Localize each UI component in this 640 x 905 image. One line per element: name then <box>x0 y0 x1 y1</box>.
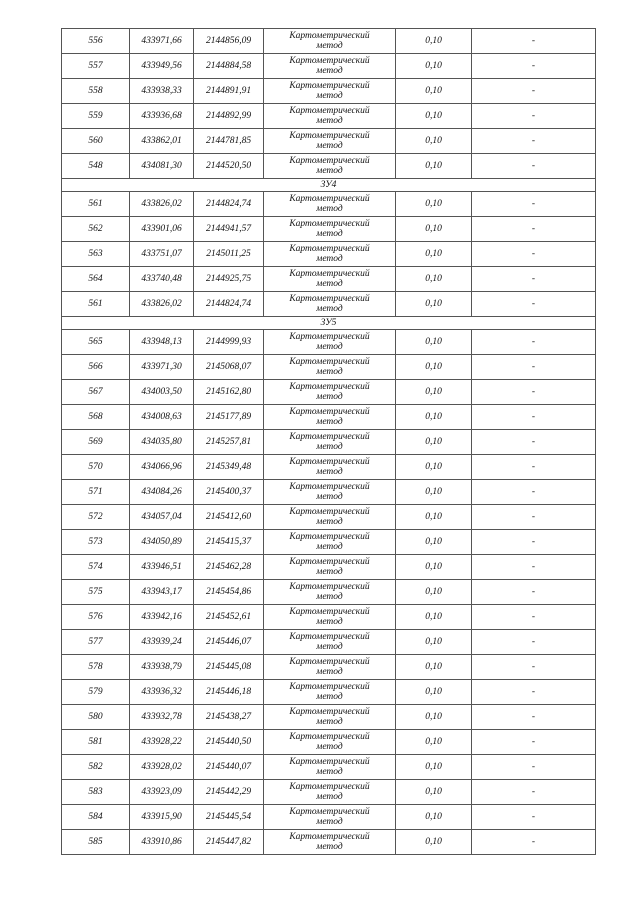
accuracy-cell: 0,10 <box>396 830 472 855</box>
note-cell: - <box>472 154 596 179</box>
y-coordinate-cell: 2145442,29 <box>194 780 264 805</box>
table-row <box>62 29 596 54</box>
method-line-1: Картометрический <box>289 632 370 642</box>
note-cell: - <box>472 805 596 830</box>
note-cell: - <box>472 680 596 705</box>
method-line-2: метод <box>316 617 343 627</box>
point-number-cell: 560 <box>62 129 130 154</box>
accuracy-cell: 0,10 <box>396 405 472 430</box>
method-line-1: Картометрический <box>289 807 370 817</box>
coordinates-table <box>61 28 596 855</box>
method-line-2: метод <box>316 667 343 677</box>
point-number-cell: 583 <box>62 780 130 805</box>
note-cell: - <box>472 267 596 292</box>
note-cell: - <box>472 630 596 655</box>
x-coordinate-cell: 433910,86 <box>130 830 194 855</box>
note-cell: - <box>472 104 596 129</box>
table-row <box>62 780 596 805</box>
y-coordinate-cell: 2144520,50 <box>194 154 264 179</box>
x-coordinate-cell: 433971,30 <box>130 355 194 380</box>
table-row <box>62 242 596 267</box>
table-row <box>62 455 596 480</box>
table-row <box>62 530 596 555</box>
y-coordinate-cell: 2144891,91 <box>194 79 264 104</box>
note-cell: - <box>472 605 596 630</box>
y-coordinate-cell: 2145068,07 <box>194 355 264 380</box>
accuracy-cell: 0,10 <box>396 54 472 79</box>
point-number-cell: 548 <box>62 154 130 179</box>
x-coordinate-cell: 433928,22 <box>130 730 194 755</box>
y-coordinate-cell: 2145349,48 <box>194 455 264 480</box>
y-coordinate-cell: 2144824,74 <box>194 292 264 317</box>
method-line-1: Картометрический <box>289 294 370 304</box>
method-line-2: метод <box>316 492 343 502</box>
method-line-2: метод <box>316 91 343 101</box>
point-number-cell: 559 <box>62 104 130 129</box>
method-line-1: Картометрический <box>289 582 370 592</box>
note-cell: - <box>472 405 596 430</box>
method-cell <box>264 480 396 505</box>
method-line-2: метод <box>316 442 343 452</box>
x-coordinate-cell: 434003,50 <box>130 380 194 405</box>
method-line-2: метод <box>316 204 343 214</box>
y-coordinate-cell: 2144884,58 <box>194 54 264 79</box>
method-cell <box>264 54 396 79</box>
point-number-cell: 581 <box>62 730 130 755</box>
table-row <box>62 430 596 455</box>
point-number-cell: 569 <box>62 430 130 455</box>
method-cell <box>264 104 396 129</box>
method-line-1: Картометрический <box>289 532 370 542</box>
method-line-1: Картометрический <box>289 194 370 204</box>
method-cell <box>264 242 396 267</box>
point-number-cell: 565 <box>62 330 130 355</box>
table-row <box>62 655 596 680</box>
method-line-1: Картометрический <box>289 81 370 91</box>
x-coordinate-cell: 434084,26 <box>130 480 194 505</box>
method-line-2: метод <box>316 717 343 727</box>
method-cell <box>264 780 396 805</box>
y-coordinate-cell: 2145440,07 <box>194 755 264 780</box>
accuracy-cell: 0,10 <box>396 380 472 405</box>
method-line-2: метод <box>316 742 343 752</box>
method-line-1: Картометрический <box>289 457 370 467</box>
table-row <box>62 355 596 380</box>
method-cell <box>264 830 396 855</box>
method-line-1: Картометрический <box>289 732 370 742</box>
y-coordinate-cell: 2145445,54 <box>194 805 264 830</box>
point-number-cell: 561 <box>62 192 130 217</box>
accuracy-cell: 0,10 <box>396 580 472 605</box>
method-line-1: Картометрический <box>289 782 370 792</box>
x-coordinate-cell: 433936,32 <box>130 680 194 705</box>
note-cell: - <box>472 730 596 755</box>
method-line-1: Картометрический <box>289 682 370 692</box>
accuracy-cell: 0,10 <box>396 455 472 480</box>
point-number-cell: 566 <box>62 355 130 380</box>
point-number-cell: 580 <box>62 705 130 730</box>
table-row <box>62 755 596 780</box>
y-coordinate-cell: 2144925,75 <box>194 267 264 292</box>
method-line-2: метод <box>316 41 343 51</box>
point-number-cell: 572 <box>62 505 130 530</box>
method-line-2: метод <box>316 792 343 802</box>
section-header-row <box>62 317 596 330</box>
method-line-2: метод <box>316 304 343 314</box>
method-cell <box>264 79 396 104</box>
method-line-2: метод <box>316 141 343 151</box>
y-coordinate-cell: 2144781,85 <box>194 129 264 154</box>
table-row <box>62 580 596 605</box>
method-cell <box>264 680 396 705</box>
table-row <box>62 79 596 104</box>
point-number-cell: 584 <box>62 805 130 830</box>
method-line-2: метод <box>316 767 343 777</box>
method-cell <box>264 192 396 217</box>
table-row <box>62 192 596 217</box>
y-coordinate-cell: 2145011,25 <box>194 242 264 267</box>
method-cell <box>264 580 396 605</box>
point-number-cell: 573 <box>62 530 130 555</box>
note-cell: - <box>472 780 596 805</box>
method-cell <box>264 730 396 755</box>
method-cell <box>264 630 396 655</box>
y-coordinate-cell: 2145412,60 <box>194 505 264 530</box>
table-row <box>62 605 596 630</box>
table-row <box>62 705 596 730</box>
method-cell <box>264 217 396 242</box>
method-cell <box>264 292 396 317</box>
note-cell: - <box>472 755 596 780</box>
x-coordinate-cell: 434035,80 <box>130 430 194 455</box>
y-coordinate-cell: 2145462,28 <box>194 555 264 580</box>
method-line-2: метод <box>316 417 343 427</box>
accuracy-cell: 0,10 <box>396 505 472 530</box>
x-coordinate-cell: 433942,16 <box>130 605 194 630</box>
y-coordinate-cell: 2145438,27 <box>194 705 264 730</box>
method-line-1: Картометрический <box>289 607 370 617</box>
method-line-2: метод <box>316 166 343 176</box>
section-label: ЗУ4 <box>62 179 596 192</box>
method-line-1: Картометрический <box>289 707 370 717</box>
method-line-2: метод <box>316 254 343 264</box>
accuracy-cell: 0,10 <box>396 242 472 267</box>
note-cell: - <box>472 555 596 580</box>
accuracy-cell: 0,10 <box>396 129 472 154</box>
method-line-2: метод <box>316 392 343 402</box>
note-cell: - <box>472 192 596 217</box>
x-coordinate-cell: 433740,48 <box>130 267 194 292</box>
table-row <box>62 292 596 317</box>
point-number-cell: 585 <box>62 830 130 855</box>
method-cell <box>264 655 396 680</box>
y-coordinate-cell: 2145415,37 <box>194 530 264 555</box>
y-coordinate-cell: 2145446,18 <box>194 680 264 705</box>
y-coordinate-cell: 2145440,50 <box>194 730 264 755</box>
table-row <box>62 217 596 242</box>
method-cell <box>264 129 396 154</box>
x-coordinate-cell: 433915,90 <box>130 805 194 830</box>
accuracy-cell: 0,10 <box>396 217 472 242</box>
x-coordinate-cell: 433946,51 <box>130 555 194 580</box>
y-coordinate-cell: 2145162,80 <box>194 380 264 405</box>
method-line-1: Картометрический <box>289 56 370 66</box>
accuracy-cell: 0,10 <box>396 805 472 830</box>
note-cell: - <box>472 217 596 242</box>
method-cell <box>264 605 396 630</box>
accuracy-cell: 0,10 <box>396 430 472 455</box>
note-cell: - <box>472 580 596 605</box>
point-number-cell: 557 <box>62 54 130 79</box>
x-coordinate-cell: 433932,78 <box>130 705 194 730</box>
method-cell <box>264 267 396 292</box>
y-coordinate-cell: 2145446,07 <box>194 630 264 655</box>
x-coordinate-cell: 434081,30 <box>130 154 194 179</box>
method-line-1: Картометрический <box>289 507 370 517</box>
table-row <box>62 805 596 830</box>
method-line-1: Картометрический <box>289 382 370 392</box>
note-cell: - <box>472 355 596 380</box>
x-coordinate-cell: 433948,13 <box>130 330 194 355</box>
point-number-cell: 563 <box>62 242 130 267</box>
method-line-2: метод <box>316 279 343 289</box>
method-cell <box>264 705 396 730</box>
table-row <box>62 505 596 530</box>
accuracy-cell: 0,10 <box>396 530 472 555</box>
accuracy-cell: 0,10 <box>396 555 472 580</box>
method-line-2: метод <box>316 116 343 126</box>
x-coordinate-cell: 433949,56 <box>130 54 194 79</box>
method-line-2: метод <box>316 517 343 527</box>
accuracy-cell: 0,10 <box>396 192 472 217</box>
point-number-cell: 561 <box>62 292 130 317</box>
method-line-1: Картометрический <box>289 407 370 417</box>
point-number-cell: 574 <box>62 555 130 580</box>
table-row <box>62 830 596 855</box>
point-number-cell: 575 <box>62 580 130 605</box>
x-coordinate-cell: 433826,02 <box>130 192 194 217</box>
accuracy-cell: 0,10 <box>396 705 472 730</box>
method-line-2: метод <box>316 642 343 652</box>
y-coordinate-cell: 2145400,37 <box>194 480 264 505</box>
point-number-cell: 577 <box>62 630 130 655</box>
accuracy-cell: 0,10 <box>396 605 472 630</box>
table-row <box>62 555 596 580</box>
x-coordinate-cell: 433939,24 <box>130 630 194 655</box>
method-line-1: Картометрический <box>289 832 370 842</box>
method-cell <box>264 455 396 480</box>
method-line-2: метод <box>316 592 343 602</box>
x-coordinate-cell: 434050,89 <box>130 530 194 555</box>
method-line-1: Картометрический <box>289 332 370 342</box>
accuracy-cell: 0,10 <box>396 480 472 505</box>
point-number-cell: 579 <box>62 680 130 705</box>
method-line-1: Картометрический <box>289 219 370 229</box>
point-number-cell: 568 <box>62 405 130 430</box>
section-header-row <box>62 179 596 192</box>
method-cell <box>264 29 396 54</box>
note-cell: - <box>472 430 596 455</box>
point-number-cell: 576 <box>62 605 130 630</box>
method-line-1: Картометрический <box>289 269 370 279</box>
accuracy-cell: 0,10 <box>396 680 472 705</box>
x-coordinate-cell: 433826,02 <box>130 292 194 317</box>
point-number-cell: 556 <box>62 29 130 54</box>
method-cell <box>264 805 396 830</box>
accuracy-cell: 0,10 <box>396 330 472 355</box>
table-row <box>62 680 596 705</box>
note-cell: - <box>472 655 596 680</box>
note-cell: - <box>472 705 596 730</box>
x-coordinate-cell: 433862,01 <box>130 129 194 154</box>
y-coordinate-cell: 2145177,89 <box>194 405 264 430</box>
accuracy-cell: 0,10 <box>396 104 472 129</box>
accuracy-cell: 0,10 <box>396 292 472 317</box>
y-coordinate-cell: 2144824,74 <box>194 192 264 217</box>
method-line-2: метод <box>316 229 343 239</box>
y-coordinate-cell: 2145447,82 <box>194 830 264 855</box>
accuracy-cell: 0,10 <box>396 755 472 780</box>
point-number-cell: 564 <box>62 267 130 292</box>
table-row <box>62 405 596 430</box>
x-coordinate-cell: 433901,06 <box>130 217 194 242</box>
table-row <box>62 330 596 355</box>
accuracy-cell: 0,10 <box>396 79 472 104</box>
x-coordinate-cell: 434066,96 <box>130 455 194 480</box>
note-cell: - <box>472 292 596 317</box>
accuracy-cell: 0,10 <box>396 267 472 292</box>
note-cell: - <box>472 242 596 267</box>
accuracy-cell: 0,10 <box>396 730 472 755</box>
method-line-1: Картометрический <box>289 482 370 492</box>
method-line-1: Картометрический <box>289 244 370 254</box>
note-cell: - <box>472 79 596 104</box>
table-row <box>62 267 596 292</box>
method-cell <box>264 405 396 430</box>
table-row <box>62 54 596 79</box>
note-cell: - <box>472 29 596 54</box>
method-line-2: метод <box>316 342 343 352</box>
method-line-2: метод <box>316 367 343 377</box>
method-line-1: Картометрический <box>289 106 370 116</box>
y-coordinate-cell: 2145454,86 <box>194 580 264 605</box>
y-coordinate-cell: 2144999,93 <box>194 330 264 355</box>
section-label: ЗУ5 <box>62 317 596 330</box>
method-line-2: метод <box>316 842 343 852</box>
method-cell <box>264 355 396 380</box>
method-line-1: Картометрический <box>289 357 370 367</box>
point-number-cell: 578 <box>62 655 130 680</box>
table-row <box>62 630 596 655</box>
x-coordinate-cell: 433923,09 <box>130 780 194 805</box>
note-cell: - <box>472 54 596 79</box>
method-line-1: Картометрический <box>289 156 370 166</box>
x-coordinate-cell: 434057,04 <box>130 505 194 530</box>
accuracy-cell: 0,10 <box>396 154 472 179</box>
table-row <box>62 730 596 755</box>
x-coordinate-cell: 433938,33 <box>130 79 194 104</box>
table-row <box>62 104 596 129</box>
note-cell: - <box>472 505 596 530</box>
note-cell: - <box>472 330 596 355</box>
coordinates-table-body <box>62 29 596 855</box>
x-coordinate-cell: 433928,02 <box>130 755 194 780</box>
y-coordinate-cell: 2144856,09 <box>194 29 264 54</box>
y-coordinate-cell: 2144892,99 <box>194 104 264 129</box>
x-coordinate-cell: 433936,68 <box>130 104 194 129</box>
method-line-2: метод <box>316 567 343 577</box>
accuracy-cell: 0,10 <box>396 29 472 54</box>
table-row <box>62 129 596 154</box>
point-number-cell: 582 <box>62 755 130 780</box>
point-number-cell: 562 <box>62 217 130 242</box>
method-line-2: метод <box>316 66 343 76</box>
accuracy-cell: 0,10 <box>396 355 472 380</box>
method-cell <box>264 154 396 179</box>
x-coordinate-cell: 433943,17 <box>130 580 194 605</box>
method-cell <box>264 380 396 405</box>
method-line-2: метод <box>316 692 343 702</box>
accuracy-cell: 0,10 <box>396 630 472 655</box>
x-coordinate-cell: 433751,07 <box>130 242 194 267</box>
table-row <box>62 480 596 505</box>
method-cell <box>264 530 396 555</box>
accuracy-cell: 0,10 <box>396 780 472 805</box>
note-cell: - <box>472 455 596 480</box>
x-coordinate-cell: 433938,79 <box>130 655 194 680</box>
point-number-cell: 567 <box>62 380 130 405</box>
method-cell <box>264 755 396 780</box>
y-coordinate-cell: 2145452,61 <box>194 605 264 630</box>
note-cell: - <box>472 129 596 154</box>
note-cell: - <box>472 830 596 855</box>
method-line-1: Картометрический <box>289 31 370 41</box>
point-number-cell: 558 <box>62 79 130 104</box>
note-cell: - <box>472 380 596 405</box>
method-line-1: Картометрический <box>289 657 370 667</box>
point-number-cell: 571 <box>62 480 130 505</box>
table-row <box>62 380 596 405</box>
note-cell: - <box>472 480 596 505</box>
note-cell: - <box>472 530 596 555</box>
y-coordinate-cell: 2145257,81 <box>194 430 264 455</box>
method-cell <box>264 555 396 580</box>
table-row <box>62 154 596 179</box>
method-line-2: метод <box>316 467 343 477</box>
method-cell <box>264 330 396 355</box>
method-line-1: Картометрический <box>289 557 370 567</box>
point-number-cell: 570 <box>62 455 130 480</box>
y-coordinate-cell: 2144941,57 <box>194 217 264 242</box>
x-coordinate-cell: 433971,66 <box>130 29 194 54</box>
method-line-1: Картометрический <box>289 131 370 141</box>
method-cell <box>264 505 396 530</box>
method-cell <box>264 430 396 455</box>
method-line-2: метод <box>316 817 343 827</box>
x-coordinate-cell: 434008,63 <box>130 405 194 430</box>
y-coordinate-cell: 2145445,08 <box>194 655 264 680</box>
method-line-1: Картометрический <box>289 432 370 442</box>
method-line-2: метод <box>316 542 343 552</box>
method-line-1: Картометрический <box>289 757 370 767</box>
accuracy-cell: 0,10 <box>396 655 472 680</box>
